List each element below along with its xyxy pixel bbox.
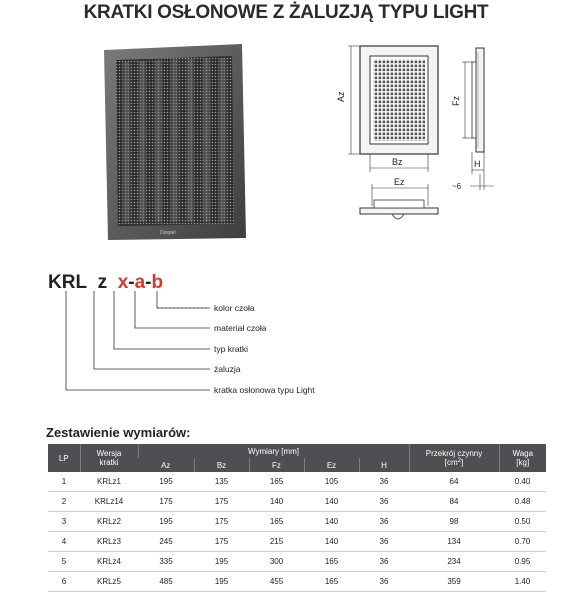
head-h: H [359, 458, 409, 472]
cell-lp: 5 [48, 552, 80, 572]
cell-az: 175 [138, 492, 194, 512]
cell-ez: 140 [304, 512, 359, 532]
dim-6-label: ~6 [452, 182, 462, 191]
cell-fz: 165 [249, 512, 304, 532]
dim-bz-label: Bz [392, 157, 403, 167]
cell-h: 36 [359, 532, 409, 552]
grille-photo [100, 42, 250, 242]
cell-fz: 455 [249, 572, 304, 592]
legend-item-zaluzja: żaluzja [214, 364, 241, 374]
cell-version: KRLz2 [80, 512, 138, 532]
head-area: Przekrój czynny $[cm^2]$ [409, 444, 499, 472]
cell-bz: 195 [194, 572, 249, 592]
cell-az: 245 [138, 532, 194, 552]
cell-bz: 195 [194, 552, 249, 572]
cell-ez: 140 [304, 532, 359, 552]
table-row [48, 552, 546, 572]
cell-area: 359 [409, 572, 499, 592]
cell-area: 84 [409, 492, 499, 512]
head-az: Az [138, 458, 194, 472]
cell-fz: 215 [249, 532, 304, 552]
cell-az: 485 [138, 572, 194, 592]
head-weight: Waga [kg] [499, 444, 546, 472]
cell-bz: 175 [194, 492, 249, 512]
cell-ez: 105 [304, 472, 359, 492]
table-row [48, 512, 546, 532]
cell-version: KRLz3 [80, 532, 138, 552]
code-dash-1: - [128, 272, 135, 293]
cell-h: 36 [359, 572, 409, 592]
legend-item-typ: typ kratki [214, 344, 249, 354]
cell-h: 36 [359, 552, 409, 572]
code-b: b [151, 272, 164, 293]
cell-version: KRLz4 [80, 552, 138, 572]
code-a: a [134, 272, 146, 293]
table-row [48, 572, 546, 592]
cell-bz: 175 [194, 512, 249, 532]
product-code [48, 272, 163, 294]
cell-fz: 140 [249, 492, 304, 512]
technical-drawing [318, 44, 518, 244]
table-row [48, 492, 546, 512]
legend-item-material: materiał czoła [214, 323, 267, 333]
legend-item-kolor: kolor czoła [214, 303, 255, 313]
head-version: Wersja kratki [80, 444, 138, 472]
cell-h: 36 [359, 512, 409, 532]
cell-ez: 140 [304, 492, 359, 512]
cell-weight: 0.40 [499, 472, 546, 492]
photo-brand-label: Dospel [160, 230, 176, 236]
cell-weight: 0.48 [499, 492, 546, 512]
cell-bz: 175 [194, 532, 249, 552]
head-ez: Ez [304, 458, 359, 472]
cell-lp: 3 [48, 512, 80, 532]
dim-h-label: H [474, 159, 481, 169]
cell-ez: 165 [304, 572, 359, 592]
cell-lp: 1 [48, 472, 80, 492]
cell-lp: 4 [48, 532, 80, 552]
cell-area: 64 [409, 472, 499, 492]
cell-weight: 0.50 [499, 512, 546, 532]
cell-az: 195 [138, 472, 194, 492]
head-dims: Wymiary [mm] [138, 444, 409, 458]
cell-h: 36 [359, 472, 409, 492]
dim-az-label: Az [336, 91, 346, 102]
cell-h: 36 [359, 492, 409, 512]
cell-area: 134 [409, 532, 499, 552]
legend-item-kratka: kratka osłonowa typu Light [214, 385, 315, 395]
product-code-legend [0, 268, 572, 398]
table-row [48, 472, 546, 492]
cell-version: KRLz1 [80, 472, 138, 492]
cell-bz: 135 [194, 472, 249, 492]
cell-weight: 0.95 [499, 552, 546, 572]
table-row [48, 532, 546, 552]
table-subtitle: Zestawienie wymiarów: [46, 425, 191, 440]
code-dash-2: - [145, 272, 152, 293]
cell-fz: 165 [249, 472, 304, 492]
code-z: z [97, 272, 108, 293]
head-bz: Bz [194, 458, 249, 472]
dim-ez-label: Ez [394, 177, 405, 187]
cell-version: KRLz14 [80, 492, 138, 512]
cell-lp: 6 [48, 572, 80, 592]
dimensions-table [48, 444, 546, 592]
dim-fz-label: Fz [451, 96, 461, 106]
head-fz: Fz [249, 458, 304, 472]
code-prefix: KRL [48, 272, 88, 293]
cell-az: 195 [138, 512, 194, 532]
cell-lp: 2 [48, 492, 80, 512]
cell-ez: 165 [304, 552, 359, 572]
cell-az: 335 [138, 552, 194, 572]
page-title: KRATKI OSŁONOWE Z ŻALUZJĄ TYPU LIGHT [83, 2, 489, 23]
code-x: x [117, 272, 129, 293]
cell-weight: 1.40 [499, 572, 546, 592]
cell-area: 98 [409, 512, 499, 532]
head-lp: LP [48, 444, 80, 472]
cell-area: 234 [409, 552, 499, 572]
cell-version: KRLz5 [80, 572, 138, 592]
cell-fz: 300 [249, 552, 304, 572]
cell-weight: 0.70 [499, 532, 546, 552]
